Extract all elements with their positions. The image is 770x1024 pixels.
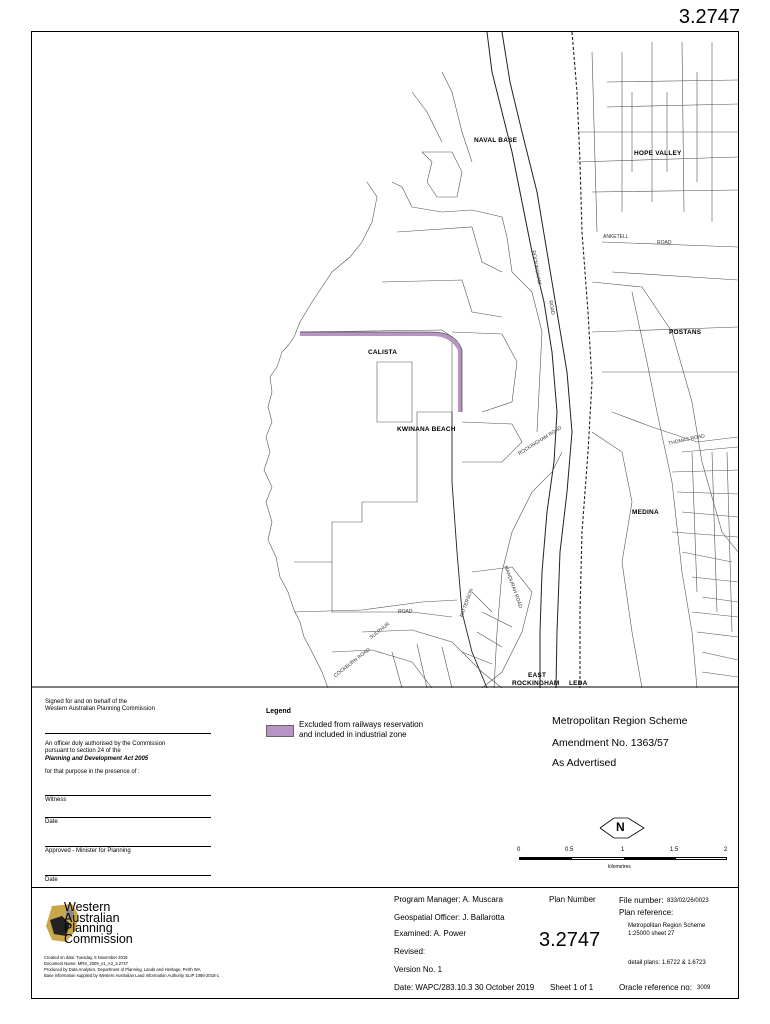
signature-line-date-2	[45, 875, 211, 876]
scale-tick-1: 1	[621, 847, 625, 853]
place-kwinana-beach: KWINANA BEACH	[397, 426, 456, 433]
plan-date: Date: WAPC/283.10.3 30 October 2019	[394, 983, 535, 992]
north-arrow-label: N	[616, 820, 625, 834]
road-label-anketell-road: ROAD	[657, 240, 672, 246]
road-label-rockingham: ROCKINGHAM	[530, 250, 542, 285]
place-medina: MEDINA	[632, 509, 659, 516]
geospatial-officer: Geospatial Officer: J. Ballarotta	[394, 913, 505, 922]
place-calista: CALISTA	[368, 349, 398, 356]
sheet-number: 3.2747	[678, 6, 740, 28]
signed-line-1: Signed for and on behalf of the	[45, 699, 128, 705]
road-label-thomas: THOMAS ROAD	[667, 433, 706, 447]
legend-title: Legend	[266, 708, 291, 715]
plan-reference-label: Plan reference:	[619, 908, 674, 917]
road-label-anketell: ANKETELL	[603, 234, 629, 240]
scale-bar-segment-3	[624, 858, 676, 859]
scale-bar-segment-1	[520, 858, 572, 859]
sheet-count: Sheet 1 of 1	[550, 983, 594, 992]
road-label-road: ROAD	[547, 300, 556, 316]
place-postans: POSTANS	[669, 329, 702, 336]
file-number: 833/02/26/0023	[667, 898, 709, 904]
signed-line-2: Western Australian Planning Commission	[45, 706, 155, 712]
approved-label: Approved - Minister for Planning	[45, 848, 131, 854]
legend-item-line-2: and included in industrial zone	[299, 730, 407, 739]
scheme-status: As Advertised	[552, 757, 617, 769]
place-east: EAST	[528, 672, 547, 679]
road-label-cockburn: COCKBURN ROAD	[332, 646, 372, 680]
scale-tick-0: 0	[517, 847, 521, 853]
examined: Examined: A. Power	[394, 929, 467, 938]
signature-line-minister	[45, 846, 211, 847]
map-drawing	[32, 32, 738, 688]
created-info: Created on date: Tuesday, 5 November 2019	[44, 955, 128, 960]
legend-swatch	[266, 725, 294, 737]
legend-item-line-1: Excluded from railways reservation	[299, 720, 424, 729]
title-block-divider	[31, 887, 739, 888]
logo-line-2: Australian	[64, 910, 120, 925]
version: Version No. 1	[394, 965, 443, 974]
place-rockingham: ROCKINGHAM	[512, 680, 560, 687]
revised: Revised:	[394, 947, 426, 956]
detail-plans: detail plans: 1.6722 & 1.6723	[628, 960, 706, 966]
road-label-mandurah: MANDURAH ROAD	[502, 565, 524, 610]
witness-label: Witness	[45, 797, 67, 803]
logo-line-3: Planning	[64, 921, 113, 935]
date-label-1: Date	[45, 819, 58, 825]
plan-reference-2: 1:25000 sheet 27	[628, 931, 675, 937]
document-info: Document Name: MRS_2009_v1_A3_3.2747	[44, 961, 129, 966]
oracle-number: 3009	[697, 985, 711, 991]
place-hope-valley: HOPE VALLEY	[634, 150, 682, 157]
scheme-amendment: Amendment No. 1363/57	[552, 737, 669, 749]
scale-tick-0-5: 0.5	[565, 847, 574, 853]
road-label-beach-road: ROAD	[398, 609, 413, 615]
road-label-patterson: PATTERSON	[458, 587, 475, 619]
signature-line-witness	[45, 795, 211, 796]
scheme-title: Metropolitan Region Scheme	[552, 715, 688, 727]
file-number-label: File number:	[619, 896, 664, 905]
program-manager: Program Manager: A. Muscara	[394, 895, 503, 904]
road-label-rockingham-road: ROCKINGHAM ROAD	[517, 425, 564, 457]
officer-line-3: for that purpose in the presence of :	[45, 769, 140, 775]
place-naval-base: NAVAL BASE	[474, 137, 518, 144]
officer-line-2: pursuant to section 24 of the	[45, 748, 121, 754]
plan-number: 3.2747	[539, 929, 601, 951]
map-canvas[interactable]	[32, 32, 738, 688]
scale-tick-1-5: 1.5	[670, 847, 679, 853]
place-leda: LEDA	[569, 680, 588, 687]
road-label-sulphur: SULPHUR	[368, 621, 392, 641]
amendment-area	[300, 334, 460, 412]
plan-reference-1: Metropolitan Region Scheme	[628, 923, 706, 929]
date-label-2: Date	[45, 877, 58, 883]
scale-bar	[519, 857, 727, 860]
logo-line-1: Western	[64, 900, 111, 914]
officer-act: Planning and Development Act 2005	[45, 756, 149, 762]
produced-info: Produced by Data Analytics, Department of Planning, Lands and Heritage, Perth WA	[44, 967, 201, 972]
scale-unit: kilometres	[608, 864, 631, 870]
plan-number-label: Plan Number	[549, 895, 596, 904]
scale-tick-2: 2	[724, 847, 728, 853]
logo-line-4: Commission	[64, 931, 133, 946]
officer-line-1: An officer duly authorised by the Commission	[45, 741, 166, 747]
signature-line-commission	[45, 733, 211, 734]
oracle-label: Oracle reference no:	[619, 983, 692, 992]
signature-line-date-1	[45, 817, 211, 818]
base-info: Base information supplied by Western Australian Land Information Authority SLIP 1086-2018-1	[44, 973, 220, 978]
wapc-logo-text	[64, 902, 133, 944]
